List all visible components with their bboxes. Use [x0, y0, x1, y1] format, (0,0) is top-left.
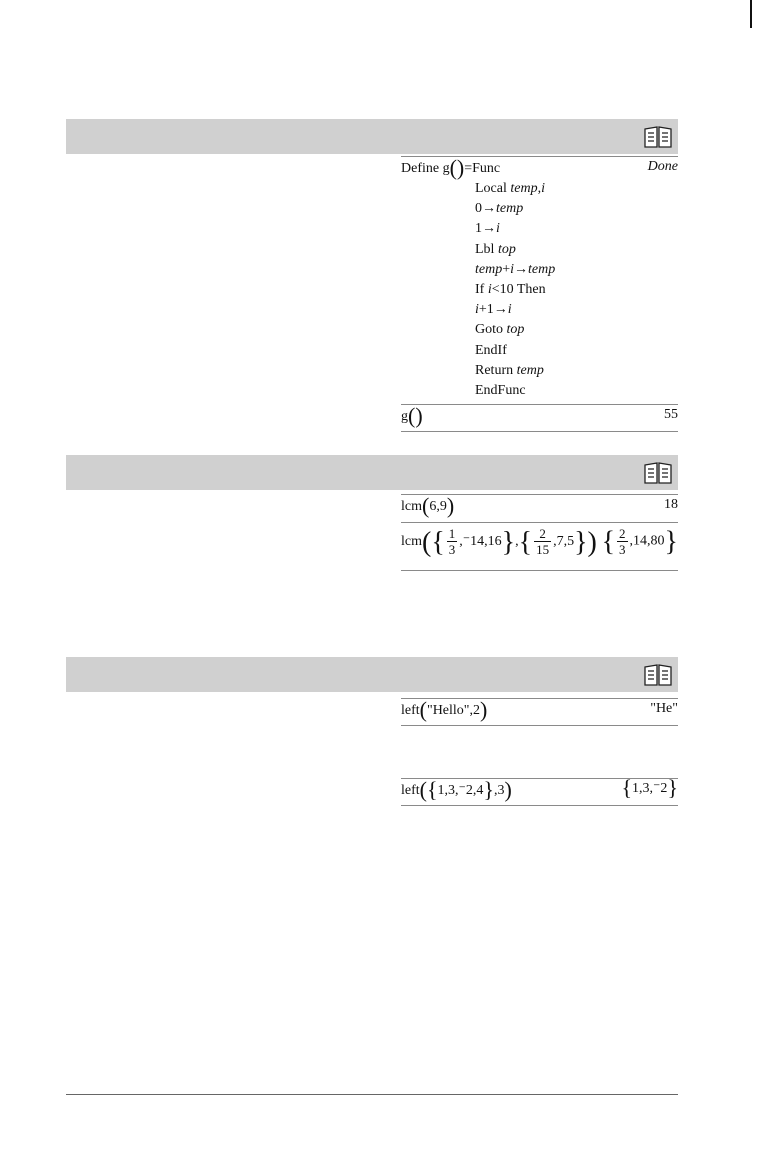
- g-call-input: g(): [401, 403, 423, 429]
- calculator-panel: [401, 494, 678, 571]
- fraction: $\frac{2}{3}$: [619, 526, 626, 557]
- program-line: EndIf: [475, 342, 507, 358]
- section-header-bar: [66, 455, 678, 490]
- program-body: [475, 179, 678, 401]
- book-icon: [643, 125, 673, 149]
- left-list-result: {1,3,⁻2}: [621, 775, 678, 800]
- program-line: temp+i→temp: [475, 261, 556, 277]
- book-icon: [643, 663, 673, 687]
- program-line: Lbl top: [475, 241, 516, 257]
- define-input: Define g()=Func: [401, 155, 501, 180]
- section-header-bar: [66, 657, 678, 692]
- calculator-panel: [401, 775, 678, 806]
- calculator-panel: [401, 698, 678, 726]
- crop-mark: [750, 0, 752, 28]
- program-line: EndFunc: [475, 382, 526, 398]
- program-line: 1→i: [475, 221, 500, 237]
- left-list-entry: [401, 775, 678, 805]
- calculator-panel: [401, 156, 678, 432]
- lcm-entry: [401, 495, 678, 522]
- lcm-result: 18: [664, 497, 678, 512]
- lcm-input: lcm(6,9): [401, 493, 455, 518]
- program-line: If i<10 Then: [475, 281, 546, 297]
- g-call-entry: [401, 405, 678, 431]
- left-string-result: "He": [650, 701, 678, 716]
- footer-rule: [66, 1094, 678, 1095]
- book-icon: [643, 461, 673, 485]
- program-line: Local temp,i: [475, 181, 545, 196]
- lcm-list-entry: [401, 523, 678, 570]
- program-line: Goto top: [475, 322, 525, 338]
- program-line: i+1→i: [475, 302, 512, 318]
- section-header-bar: [66, 119, 678, 154]
- lcm-list-input: lcm({ $\frac{1}{3}$ ,⁻14,16},{ $\frac{2}{15}$ ,7,5}): [401, 526, 597, 558]
- left-string-input: left("Hello",2): [401, 697, 488, 722]
- define-entry: [401, 157, 678, 401]
- program-line: Return temp: [475, 362, 544, 378]
- g-call-result: 55: [664, 407, 678, 423]
- lcm-list-result: { $\frac{2}{3}$ ,14,80}: [601, 526, 678, 558]
- define-result: Done: [647, 159, 678, 174]
- program-line: 0→temp: [475, 201, 524, 217]
- left-string-entry: [401, 699, 678, 725]
- fraction: $\frac{1}{3}$: [448, 526, 456, 557]
- left-list-input: left({1,3,⁻2,4},3): [401, 777, 512, 802]
- fraction: $\frac{2}{15}$: [536, 526, 550, 557]
